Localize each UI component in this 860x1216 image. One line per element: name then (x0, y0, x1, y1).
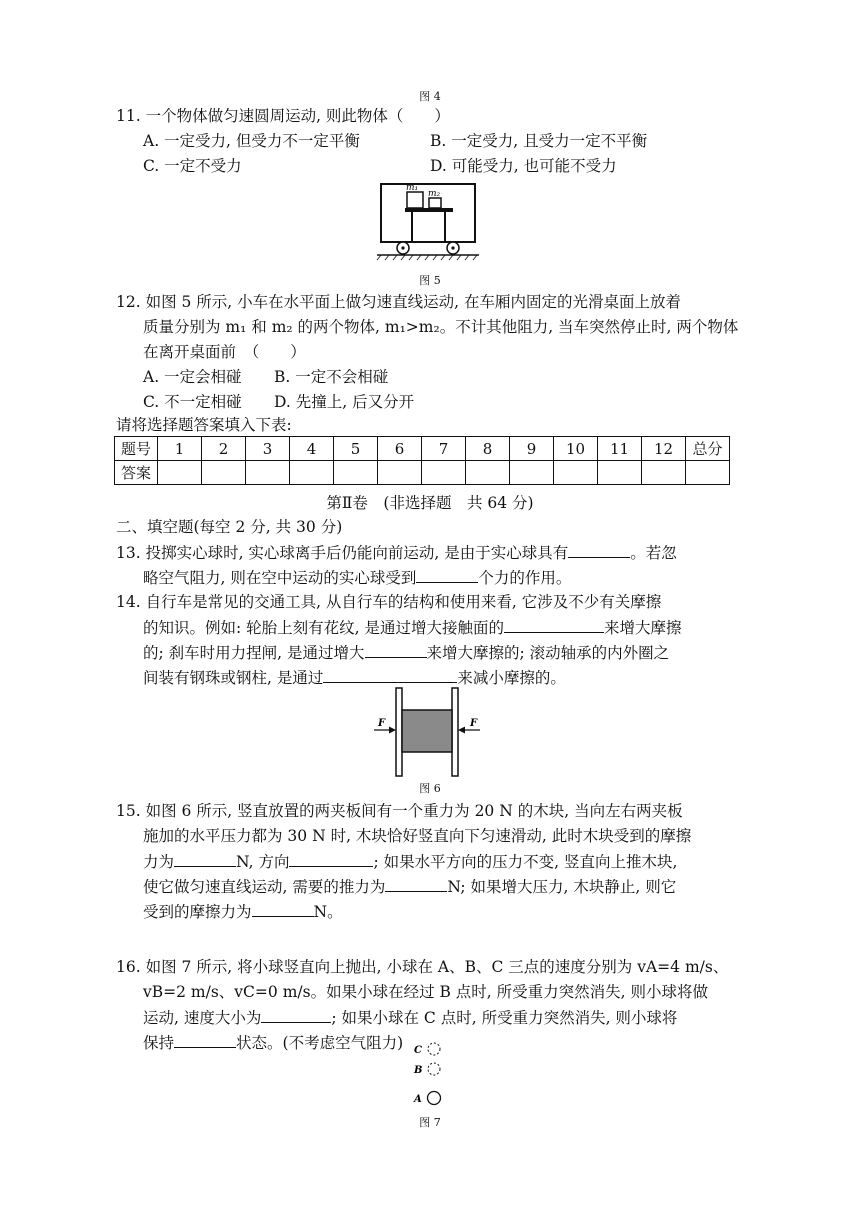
answer-table-number: 11 (598, 437, 642, 461)
answer-table-number-row (115, 437, 730, 461)
q15-text-5b: N。 (313, 903, 343, 921)
point-b-label: B (414, 1065, 423, 1076)
figure-7-caption: 图 7 (419, 1116, 441, 1129)
ball-at-b (428, 1063, 440, 1075)
total-score-cell[interactable] (686, 461, 730, 485)
ball-at-a (428, 1092, 441, 1105)
q13-line-1 (116, 541, 677, 564)
q16-line-3 (143, 1006, 677, 1029)
q14-line-3 (143, 641, 669, 664)
answer-table-number: 6 (378, 437, 422, 461)
answer-cell[interactable] (246, 461, 290, 485)
q15-text-3b: N, 方向 (236, 853, 290, 871)
q13-blank-1[interactable] (568, 541, 630, 558)
answer-table-number: 5 (334, 437, 378, 461)
q16-blank-2[interactable] (261, 1006, 331, 1023)
answer-cell[interactable] (158, 461, 202, 485)
q11-option-d: D. 可能受力, 也可能不受力 (430, 157, 617, 175)
m1-label: m₁ (406, 183, 419, 193)
answer-table-total-header: 总分 (686, 437, 730, 461)
q16-text-3b: ; 如果小球在 C 点时, 所受重力突然消失, 则小球将 (331, 1009, 678, 1027)
q16-blank-3[interactable] (174, 1031, 236, 1048)
q11-option-c: C. 一定不受力 (143, 157, 242, 175)
q15-text-5a: 受到的摩擦力为 (143, 903, 252, 921)
answer-table-number: 1 (158, 437, 202, 461)
answer-table-number: 3 (246, 437, 290, 461)
q14-text-4b: 来减小摩擦的。 (457, 669, 566, 687)
q14-blank-1[interactable] (504, 616, 604, 633)
figure-5-caption: 图 5 (419, 274, 441, 287)
answer-cell[interactable] (202, 461, 246, 485)
q14-line-4 (143, 666, 566, 689)
answer-table-number: 2 (202, 437, 246, 461)
part-2-title: 第Ⅱ卷 (非选择题 共 64 分) (326, 494, 534, 512)
answer-table-number: 8 (466, 437, 510, 461)
q14-text-4a: 间装有钢珠或钢柱, 是通过 (143, 669, 324, 687)
q15-blank-4[interactable] (252, 900, 314, 917)
figure-5-cart-diagram (377, 182, 487, 262)
q12-option-c: C. 不一定相碰 (143, 393, 242, 411)
q14-line-1: 14. 自行车是常见的交通工具, 从自行车的结构和使用来看, 它涉及不少有关摩擦 (116, 593, 662, 611)
q15-text-4b: N; 如果增大压力, 木块静止, 则它 (447, 878, 677, 896)
force-label-left: F (378, 718, 386, 729)
q13-text-1a: 13. 投掷实心球时, 实心球离手后仍能向前运动, 是由于实心球具有 (116, 544, 569, 562)
figure-4-caption: 图 4 (419, 90, 441, 103)
q15-blank-2[interactable] (289, 850, 373, 867)
answer-cell[interactable] (642, 461, 686, 485)
q12-line-1: 12. 如图 5 所示, 小车在水平面上做匀速直线运动, 在车厢内固定的光滑桌面上放着 (116, 293, 682, 311)
m2-label: m₂ (428, 189, 441, 199)
section-2-title: 二、填空题(每空 2 分, 共 30 分) (116, 518, 343, 536)
q13-text-2a: 略空气阻力, 则在空中运动的实心球受到 (143, 569, 417, 587)
q16-text-4b: 状态。(不考虑空气阻力) (236, 1034, 404, 1052)
ball-at-c (428, 1043, 440, 1055)
figure-6-clamp-diagram (372, 686, 492, 778)
q16-line-1: 16. 如图 7 所示, 将小球竖直向上抛出, 小球在 A、B、C 三点的速度分别为 vA=4 m/s、 (116, 958, 729, 976)
q15-text-4a: 使它做匀速直线运动, 需要的推力为 (143, 878, 386, 896)
q14-blank-3[interactable] (323, 666, 457, 683)
answer-table-answer-row (115, 461, 730, 485)
answer-table-number: 7 (422, 437, 466, 461)
q13-line-2 (143, 566, 571, 589)
answer-cell[interactable] (510, 461, 554, 485)
q12-option-b: B. 一定不会相碰 (274, 368, 389, 386)
answer-cell[interactable] (554, 461, 598, 485)
q13-text-2b: 个力的作用。 (478, 569, 572, 587)
q14-line-2 (143, 616, 682, 639)
q15-line-3 (143, 850, 677, 873)
q11-option-b: B. 一定受力, 且受力一定不平衡 (430, 132, 648, 150)
q15-line-4 (143, 875, 676, 898)
force-label-right: F (470, 718, 478, 729)
answer-cell[interactable] (466, 461, 510, 485)
q14-blank-2[interactable] (365, 641, 427, 658)
q13-blank-2[interactable] (416, 566, 478, 583)
q11-option-a: A. 一定受力, 但受力不一定平衡 (143, 132, 360, 150)
answer-table-number: 9 (510, 437, 554, 461)
q12-option-a: A. 一定会相碰 (143, 368, 242, 386)
q16-line-4 (143, 1031, 403, 1054)
q12-line-3: 在离开桌面前 （ ） (143, 343, 306, 361)
answer-table-instruction: 请将选择题答案填入下表: (116, 416, 292, 434)
q16-text-3a: 运动, 速度大小为 (143, 1009, 262, 1027)
figure-7-ball-diagram (412, 1040, 452, 1110)
answer-table (114, 436, 730, 485)
q11-stem: 11. 一个物体做匀速圆周运动, 则此物体（ ） (116, 107, 450, 125)
point-c-label: C (414, 1045, 422, 1056)
q14-text-3a: 的; 刹车时用力捏闸, 是通过增大 (143, 644, 365, 662)
answer-cell[interactable] (598, 461, 642, 485)
q15-blank-3[interactable] (385, 875, 447, 892)
figure-6-caption: 图 6 (419, 782, 441, 795)
answer-cell[interactable] (422, 461, 466, 485)
q15-text-3c: ; 如果水平方向的压力不变, 竖直向上推木块, (373, 853, 678, 871)
answer-table-row2-header: 答案 (115, 461, 158, 485)
answer-cell[interactable] (378, 461, 422, 485)
q15-text-3a: 力为 (143, 853, 175, 871)
q14-text-2b: 来增大摩擦 (604, 619, 682, 637)
q16-text-4a: 保持 (143, 1034, 175, 1052)
q15-line-1: 15. 如图 6 所示, 竖直放置的两夹板间有一个重力为 20 N 的木块, 当向左右两夹板 (116, 802, 683, 820)
point-a-label: A (414, 1094, 422, 1105)
q12-line-2: 质量分别为 m₁ 和 m₂ 的两个物体, m₁>m₂。不计其他阻力, 当车突然停止时, 两个物体 (143, 318, 739, 336)
q15-blank-1[interactable] (174, 850, 236, 867)
answer-cell[interactable] (290, 461, 334, 485)
q12-option-d: D. 先撞上, 后又分开 (274, 393, 415, 411)
answer-cell[interactable] (334, 461, 378, 485)
q13-text-1b: 。若忽 (630, 544, 677, 562)
answer-table-row1-header: 题号 (115, 437, 158, 461)
answer-table-number: 4 (290, 437, 334, 461)
answer-table-number: 12 (642, 437, 686, 461)
q15-line-2: 施加的水平压力都为 30 N 时, 木块恰好竖直向下匀速滑动, 此时木块受到的摩擦 (143, 827, 692, 845)
q15-line-5 (143, 900, 343, 923)
answer-table-number: 10 (554, 437, 598, 461)
q14-text-2a: 的知识。例如: 轮胎上刻有花纹, 是通过增大接触面的 (143, 619, 505, 637)
q14-text-3b: 来增大摩擦的; 滚动轴承的内外圈之 (426, 644, 670, 662)
q16-line-2: vB=2 m/s、vC=0 m/s。如果小球在经过 B 点时, 所受重力突然消失, 则小球将做 (143, 983, 709, 1001)
